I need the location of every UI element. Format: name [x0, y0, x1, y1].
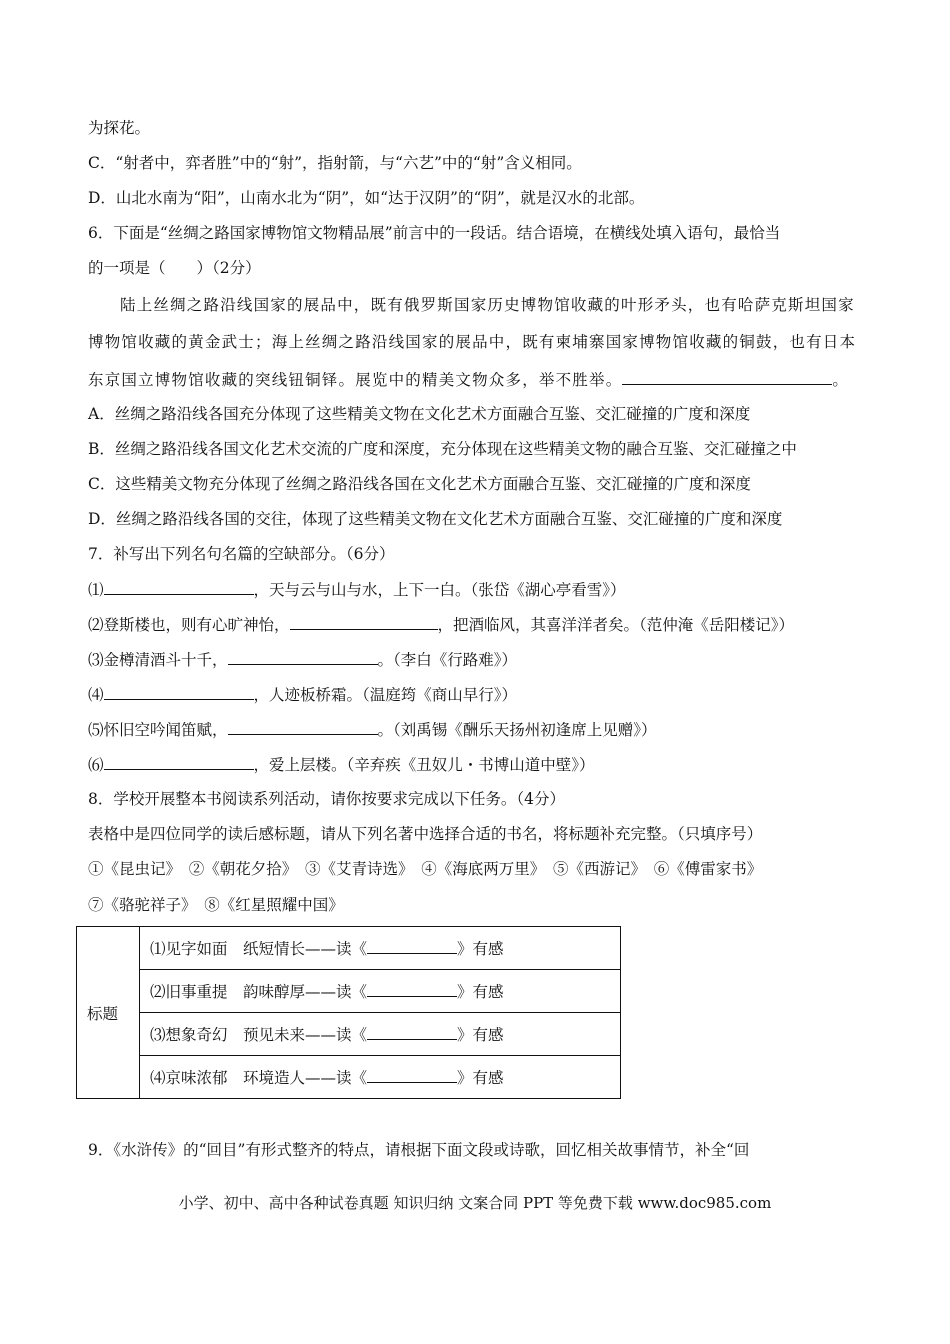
answer-blank[interactable] — [367, 938, 457, 954]
option-b-q6: B．丝绸之路沿线各国文化艺术交流的广度和深度，充分体现在这些精美文物的融合互鉴、交汇碰撞之中 — [88, 440, 797, 458]
row-text: 》有感 — [457, 1026, 504, 1044]
row-text: ⑵旧事重提 韵味醇厚——读《 — [150, 983, 368, 1001]
q7-item-3 — [88, 649, 517, 670]
answer-blank[interactable] — [228, 649, 378, 665]
q7-item-4 — [88, 684, 517, 705]
row-text: ⑴见字如面 纸短情长——读《 — [150, 940, 368, 958]
q7-item-1 — [88, 579, 626, 600]
table-row — [140, 1013, 621, 1056]
table-row — [140, 927, 621, 970]
row-text: 》有感 — [457, 983, 504, 1001]
question-8-stem: 8．学校开展整本书阅读系列活动，请你按要求完成以下任务。（4分） — [88, 790, 565, 808]
table-row — [140, 1056, 621, 1099]
answer-blank[interactable] — [622, 369, 832, 385]
q7-item-5 — [88, 719, 657, 740]
book-list: ①《昆虫记》 ②《朝花夕拾》 ③《艾青诗选》 ④《海底两万里》 ⑤《西游记》 ⑥《傅雷家书》 — [88, 860, 763, 878]
question-8-instruction: 表格中是四位同学的读后感标题，请从下列名著中选择合适的书名，将标题补充完整。（只填序号） — [88, 825, 763, 843]
q7-item-text: 。（李白《行路难》） — [377, 651, 518, 669]
option-d-q6: D．丝绸之路沿线各国的交往，体现了这些精美文物在文化艺术方面融合互鉴、交汇碰撞的广度和深度 — [88, 510, 783, 528]
answer-blank[interactable] — [104, 684, 254, 700]
answer-blank[interactable] — [367, 981, 457, 997]
q7-item-text: ，爱上层楼。（辛弃疾《丑奴儿・书博山道中壁》） — [253, 756, 595, 774]
answer-blank[interactable] — [104, 754, 254, 770]
passage-line: 博物馆收藏的黄金武士；海上丝绸之路沿线国家的展品中，既有柬埔寨国家博物馆收藏的铜鼓，也有日本 — [88, 333, 857, 351]
row-text: 》有感 — [457, 940, 504, 958]
question-9-stem: 9．《水浒传》的“回目”有形式整齐的特点，请根据下面文段或诗歌，回忆相关故事情节，补全“回 — [88, 1141, 750, 1159]
q7-item-number: ⑹ — [88, 756, 104, 774]
answer-blank[interactable] — [228, 719, 378, 735]
answer-blank[interactable] — [104, 579, 254, 595]
q7-item-2 — [88, 614, 794, 635]
answer-blank[interactable] — [290, 614, 438, 630]
question-7-stem: 7．补写出下列名句名篇的空缺部分。（6分） — [88, 545, 395, 563]
reading-titles-table — [76, 926, 621, 1099]
option-d-q5: D．山北水南为“阳”，山南水北为“阴”，如“达于汉阴”的“阴”，就是汉水的北部。 — [88, 189, 645, 207]
table-header: 标题 — [77, 927, 140, 1099]
passage-line-with-blank — [88, 369, 849, 390]
option-c-q5: C．“射者中，弈者胜”中的“射”，指射箭，与“六艺”中的“射”含义相同。 — [88, 154, 582, 172]
table-row — [140, 970, 621, 1013]
q7-item-text: ⑵登斯楼也，则有心旷神怡， — [88, 616, 290, 634]
answer-blank[interactable] — [367, 1024, 457, 1040]
row-text: ⑶想象奇幻 预见未来——读《 — [150, 1026, 368, 1044]
option-c-q6: C．这些精美文物充分体现了丝绸之路沿线各国在文化艺术方面融合互鉴、交汇碰撞的广度和深度 — [88, 475, 751, 493]
passage-text: 东京国立博物馆收藏的突线钮铜铎。展览中的精美文物众多，举不胜举。 — [88, 371, 623, 389]
row-text: ⑷京味浓郁 环境造人——读《 — [150, 1069, 368, 1087]
page-footer: 小学、初中、高中各种试卷真题 知识归纳 文案合同 PPT 等免费下载 www.doc985.com — [178, 1194, 772, 1212]
passage-line: 陆上丝绸之路沿线国家的展品中，既有俄罗斯国家历史博物馆收藏的叶形矛头，也有哈萨克斯坦国家 — [120, 296, 855, 314]
option-a-q6: A．丝绸之路沿线各国充分体现了这些精美文物在文化艺术方面融合互鉴、交汇碰撞的广度和深度 — [88, 405, 751, 423]
answer-blank[interactable] — [367, 1067, 457, 1083]
q7-item-text: ⑸怀旧空吟闻笛赋， — [88, 721, 228, 739]
book-list: ⑦《骆驼祥子》 ⑧《红星照耀中国》 — [88, 896, 344, 914]
text-line: 为探花。 — [88, 119, 151, 137]
q7-item-number: ⑷ — [88, 686, 104, 704]
q7-item-6 — [88, 754, 595, 775]
q7-item-text: ，人迹板桥霜。（温庭筠《商山早行》） — [253, 686, 518, 704]
q7-item-text: ，天与云与山与水，上下一白。（张岱《湖心亭看雪》） — [253, 581, 626, 599]
question-6-stem: 6．下面是“丝绸之路国家博物馆文物精品展”前言中的一段话。结合语境，在横线处填入语句，最恰当 — [88, 224, 781, 242]
q7-item-text: 。（刘禹锡《酬乐天扬州初逢席上见赠》） — [377, 721, 657, 739]
question-6-stem-cont: 的一项是（ ）（2分） — [88, 259, 261, 277]
q7-item-text: ⑶金樽清酒斗十千， — [88, 651, 228, 669]
row-text: 》有感 — [457, 1069, 504, 1087]
q7-item-text: ，把酒临风，其喜洋洋者矣。（范仲淹《岳阳楼记》） — [437, 616, 795, 634]
passage-end: 。 — [832, 371, 850, 389]
q7-item-number: ⑴ — [88, 581, 104, 599]
